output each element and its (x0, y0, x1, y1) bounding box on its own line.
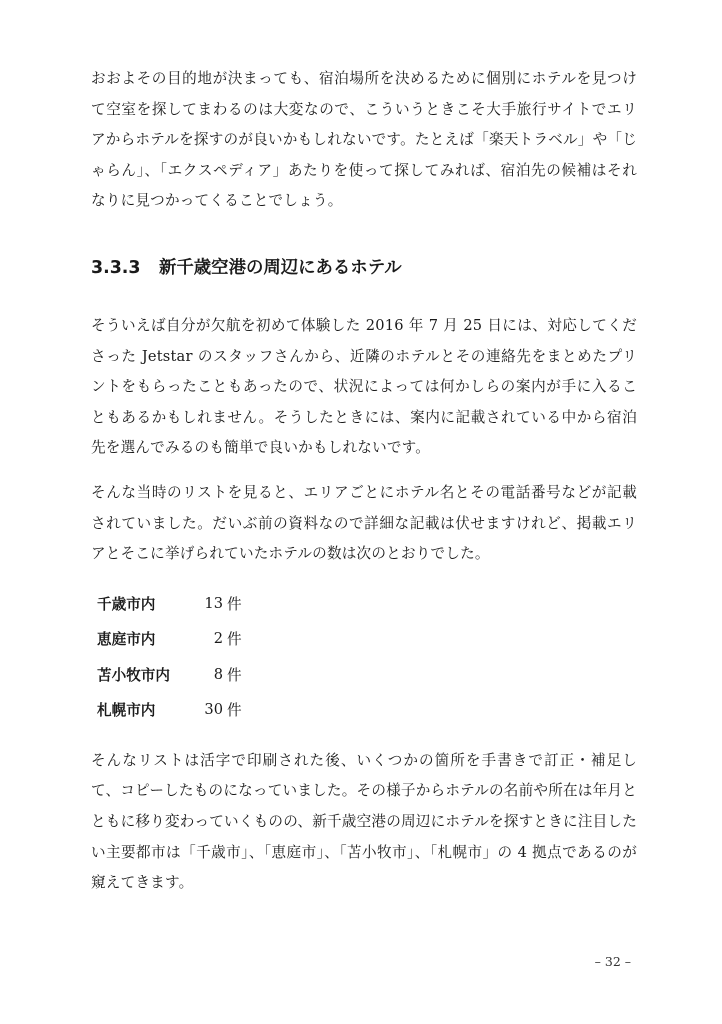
area-name: 苫小牧市内 (97, 666, 170, 684)
page-number: – 32 – (594, 954, 631, 969)
paragraph-intro: おおよその目的地が決まっても、宿泊場所を決めるために個別にホテルを見つけて空室を探してまわるのは大変なので、こういうときこそ大手旅行サイトでエリアからホテルを探すのが良いかもしれないです。たとえば「楽天トラベル」や「じゃらん」、「エクスペディア」あたりを使って探してみれば、宿泊先の候補はそれなりに見つかってくることでしょう。 (91, 70, 637, 210)
page-body (91, 64, 637, 899)
paragraph-jetstar: そういえば自分が欠航を初めて体験した 2016 年 7 月 25 日には、対応してくださった Jetstar のスタッフさんから、近隣のホテルとその連絡先をまとめたプリントをもらったこともあったので、状況によっては何かしらの案内が手に入ることもあるかもしれません。そうしたときには、案内に記載されている中から宿泊先を選んでみるのも簡単で良いかもしれないです。 (91, 316, 637, 457)
table-row (97, 586, 257, 622)
table-row (97, 657, 257, 693)
hotel-count: 13 (204, 594, 223, 612)
count-unit: 件 (227, 666, 242, 684)
count-unit: 件 (227, 631, 242, 649)
table-row (97, 621, 257, 657)
hotel-count: 30 (204, 701, 223, 719)
paragraph-list-intro: そんな当時のリストを見ると、エリアごとにホテル名とその電話番号などが記載されていました。だいぶ前の資料なので詳細な記載は伏せますけれど、掲載エリアとそこに挙げられていたホテルの数は次のとおりでした。 (91, 483, 637, 563)
count-unit: 件 (227, 702, 242, 720)
section-title: 新千歳空港の周辺にあるホテル (159, 257, 402, 278)
section-number: 3.3.3 (91, 257, 141, 278)
area-name: 札幌市内 (97, 702, 156, 720)
section-heading (91, 256, 637, 280)
count-unit: 件 (227, 595, 242, 613)
hotel-count-table (97, 586, 257, 728)
area-name: 恵庭市内 (97, 631, 156, 649)
hotel-count: 8 (213, 665, 223, 683)
area-name: 千歳市内 (97, 595, 156, 613)
hotel-count: 2 (213, 630, 223, 648)
paragraph-conclusion: そんなリストは活字で印刷された後、いくつかの箇所を手書きで訂正・補足して、コピーしたものになっていました。その様子からホテルの名前や所在は年月とともに移り変わっていくものの、新千歳空港の周辺にホテルを探すときに注目したい主要都市は「千歳市」、「恵庭市」、「苫小牧市」、「札幌市」の 4 拠点であるのが窺えてきます。 (91, 751, 637, 892)
table-row (97, 692, 257, 728)
